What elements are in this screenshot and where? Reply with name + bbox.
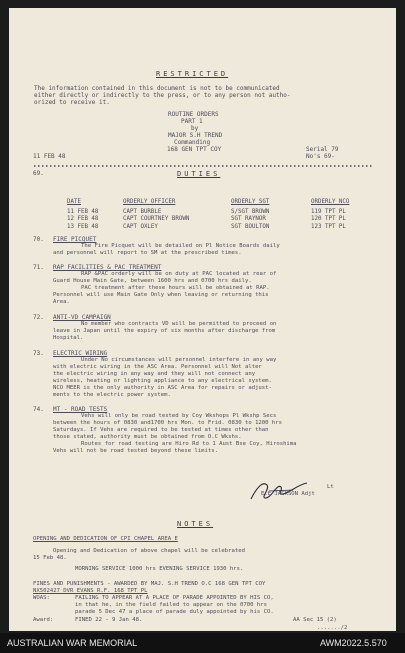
item-text: No member who contracts VD will be permitted to proceed on <box>81 321 277 327</box>
notice-line-2: either directly or indirectly to the press, or to any person not autho- <box>34 92 291 99</box>
item-text: The Fire Picquet will be detailed on Pl Notice Boards daily <box>81 243 280 249</box>
fines-subject: NX502427 DVR EVANS R.F. 168 TPT PL <box>33 588 148 594</box>
item-text: and personnel will report to SM at the prescribed times. <box>53 250 242 256</box>
item-number: 74. <box>33 406 44 413</box>
item-text: Vehs will only be road tested by Coy Wkshops Pl Wkshp Secs <box>81 413 277 419</box>
table-cell: 119 TPT PL <box>311 209 346 216</box>
woas-text: in that he, in the field failed to appear on the 0700 hrs <box>75 602 267 608</box>
item-number: 72. <box>33 314 44 321</box>
order-date: 11 FEB 48 <box>33 153 66 160</box>
item-text: leave in Japan until the expiry of six months after discharge from <box>53 328 276 334</box>
item-number: 71. <box>33 264 44 271</box>
notes-text: 15 Feb 48. <box>33 555 67 561</box>
table-cell: CAPT BURBLE <box>123 209 162 216</box>
item-title: RAP FACILITIES & PAC TREATMENT <box>53 264 162 271</box>
table-cell: 120 TPT PL <box>311 216 346 223</box>
table-cell: CAPT OXLEY <box>123 223 158 230</box>
item-text: Vehs will not be road tested beyond these limits. <box>53 448 219 454</box>
by-label: by <box>191 125 199 132</box>
item-text: Personnel will use Main Gate Only when leaving or returning this <box>53 292 269 298</box>
order-numbers: No's 69- <box>306 153 335 160</box>
signature-rank: Lt <box>327 484 334 490</box>
item-text: with electric wiring in the ASC Area. Personnel will Not alter <box>53 364 262 370</box>
duty-roster-table <box>67 199 349 231</box>
notes-title: NOTES <box>177 520 214 528</box>
item-title: ANTI-VD CAMPAIGN <box>53 314 111 321</box>
commanding-label: Commanding <box>174 139 211 146</box>
table-cell: 11 FEB 48 <box>67 209 99 216</box>
footer-accession: AWM2022.5.570 <box>320 638 387 648</box>
table-cell: SGT RAYNOR <box>231 216 266 223</box>
column-header: ORDERLY OFFICER <box>123 199 176 205</box>
item-text: Hospital. <box>53 335 84 341</box>
notes-heading: OPENING AND DEDICATION OF CPI CHAPEL AREA E <box>33 536 178 542</box>
document-title: RESTRICTED <box>156 70 229 78</box>
notice-line-1: The information contained in this document is not to be communicated <box>34 85 280 92</box>
item-text: Area. <box>53 299 70 305</box>
officer-name: MAJOR S.H TREND <box>168 132 223 139</box>
item-text: those stated, authority must be obtained from O.C Wkshs. <box>53 434 242 440</box>
item-number: 73. <box>33 350 44 357</box>
award-reference: AA Sec 15 (2) <box>293 617 337 623</box>
item-title: ELECTRIC WIRING <box>53 350 108 357</box>
table-cell: SGT BOULTON <box>231 223 270 230</box>
part-number: PART 1 <box>181 118 203 125</box>
serial-number: Serial 79 <box>306 146 339 153</box>
dotted-rule <box>34 164 374 168</box>
item-text: Saturdays. If Vehs are required to be tested at times other than <box>53 427 269 433</box>
item-text: ments to the electric power system. <box>53 392 171 398</box>
handwritten-signature <box>247 477 313 503</box>
column-header: ORDERLY NCO <box>311 199 350 205</box>
table-cell: 12 FEB 48 <box>67 216 99 223</box>
item-title: MT - ROAD TESTS <box>53 406 108 413</box>
item-text: between the hours of 0830 and1700 hrs Mon. to Frid. 0830 to 1200 hrs <box>53 420 283 426</box>
notice-line-3: orized to receive it. <box>34 99 110 106</box>
table-cell: 13 FEB 48 <box>67 223 99 230</box>
table-header-row <box>67 199 349 206</box>
item-text: Under No circumstances will personnel interfere in any way <box>81 357 277 363</box>
column-header: DATE <box>67 199 81 205</box>
duties-title: DUTIES <box>177 170 221 178</box>
item-text: Routes for road testing are Hiro Rd to 1 Aust Bse Coy, Hiroshima <box>81 441 297 447</box>
award-label: Award: <box>33 617 54 623</box>
item-text: the electric wiring in any way and they will not connect any <box>53 371 256 377</box>
document-page <box>9 8 396 631</box>
woas-text: parade 5 Dec 47 a place of parade duly appointed by his CO. <box>75 609 274 615</box>
table-row <box>67 224 349 231</box>
table-row <box>67 216 349 223</box>
routine-orders: ROUTINE ORDERS <box>168 111 219 118</box>
award-value: FINED 22 - 9 Jan 48. <box>75 617 143 623</box>
table-cell: CAPT COURTNEY BROWN <box>123 216 190 223</box>
item-text: wireless, heating or lighting appliance to any electrical system. <box>53 378 272 384</box>
item-text: PAC treatment after these hours will be obtained at RAP. <box>81 285 270 291</box>
item-text: Guard House Main Gate, between 1600 hrs and 0700 hrs daily. <box>53 278 252 284</box>
fines-heading: FINES AND PUNISHMENTS - AWARDED BY MAJ. S.H TREND O.C 168 GEN TPT COY <box>33 581 266 587</box>
unit-name: 168 GEN TPT COY <box>167 146 222 153</box>
table-cell: S/SGT BROWN <box>231 209 270 216</box>
signature-name: E.E JACKSON Adjt <box>261 491 315 497</box>
woas-text: FAILING TO APPEAR AT A PLACE OF PARADE APPOINTED BY HIS CO, <box>75 595 274 601</box>
continued-marker: ......./2 <box>317 625 348 631</box>
item-text: NCO MEER is the only authority in ASC Area for repairs or adjust- <box>53 385 272 391</box>
notes-text: Opening and Dedication of above chapel will be celebrated <box>53 548 245 554</box>
item-title: FIRE PICQUET <box>53 236 97 243</box>
archive-footer <box>0 633 405 653</box>
table-cell: 123 TPT PL <box>311 223 346 230</box>
item-text: RAP &PAC orderly will be on duty at PAC located at rear of <box>81 271 277 277</box>
table-row <box>67 209 349 216</box>
footer-source: AUSTRALIAN WAR MEMORIAL <box>7 638 138 648</box>
item-number: 70. <box>33 236 44 243</box>
ref-number: 69. <box>33 170 44 177</box>
column-header: ORDERLY SGT <box>231 199 270 205</box>
notes-text: MORNING SERVICE 1000 hrs EVENING SERVICE 1930 hrs. <box>75 566 244 572</box>
woas-label: WOAS: <box>33 595 50 601</box>
